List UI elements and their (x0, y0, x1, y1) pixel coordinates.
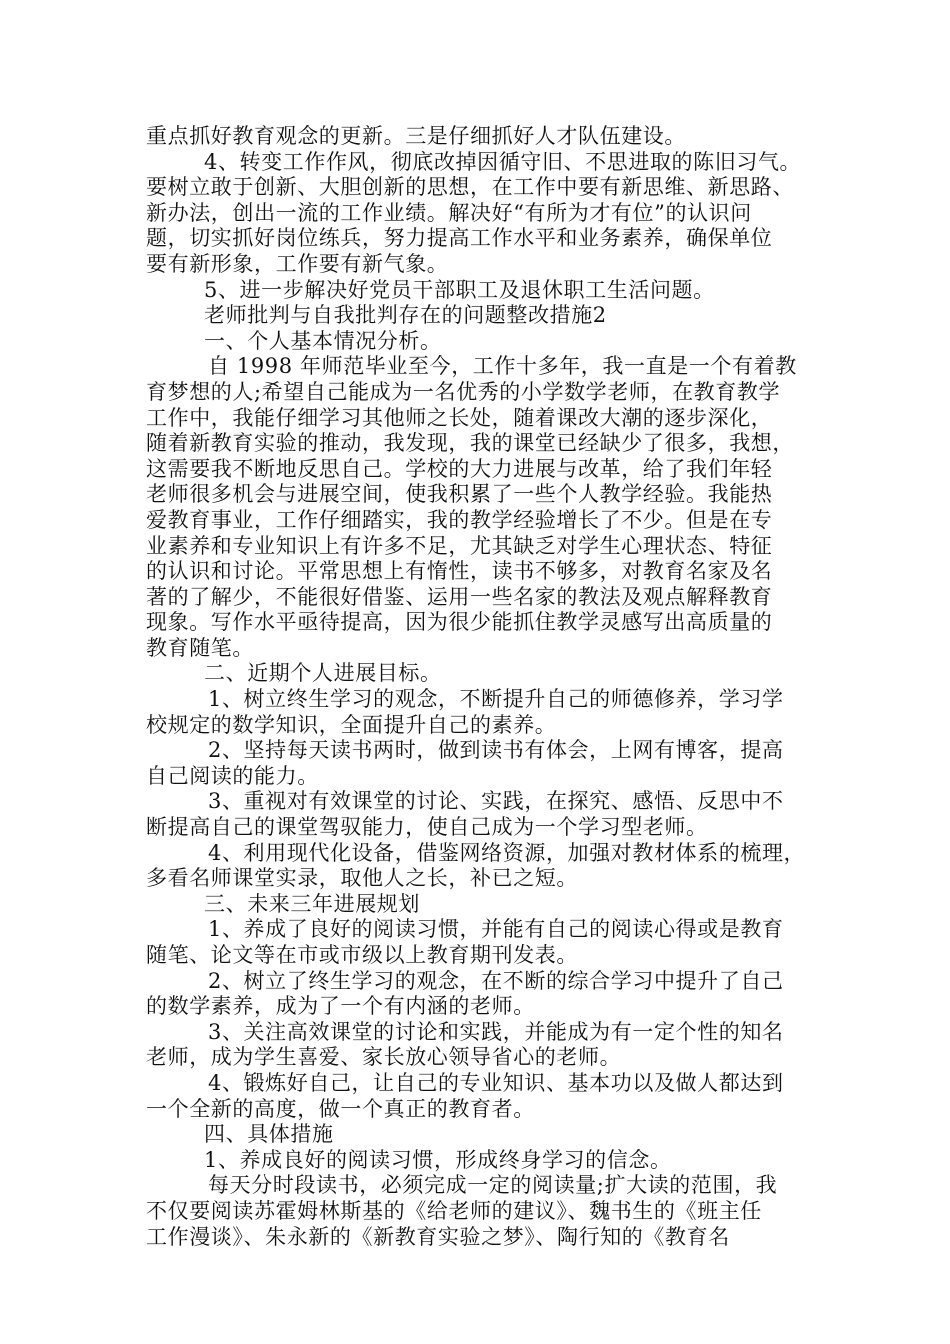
text-line: 5、进一步解决好党员干部职工及退休职工生活问题。 (204, 277, 715, 302)
text-line: 1、养成良好的阅读习惯，形成终身学习的信念。 (204, 1147, 672, 1172)
text-line: 爱教育事业，工作仔细踏实，我的教学经验增长了不少。但是在专 (146, 507, 773, 532)
text-line: 不仅要阅读苏霍姆林斯基的《给老师的建议》、魏书生的《班主任 (146, 1198, 762, 1223)
text-line: 的认识和讨论。平常思想上有惰性，读书不够多，对教育名家及名 (146, 559, 773, 584)
text-line: 自 1998 年师范毕业至今，工作十多年，我一直是一个有着教 (208, 354, 797, 379)
text-line: 4、锻炼好自己，让自己的专业知识、基本功以及做人都达到 (208, 1070, 784, 1095)
text-line: 随笔、论文等在市或市级以上教育期刊发表。 (146, 943, 578, 967)
text-line: 著的了解少，不能很好借鉴、运用一些名家的教法及观点解释教育 (146, 584, 773, 609)
text-line: 四、具体措施 (204, 1122, 334, 1147)
text-line: 二、近期个人进展目标。 (204, 661, 442, 686)
text-line: 工作中，我能仔细学习其他师之长处，随着课改大潮的逐步深化， (146, 405, 773, 430)
text-line: 三、未来三年进展规划 (204, 891, 420, 916)
text-line: 多看名师课堂实录，取他人之长，补已之短。 (146, 866, 578, 891)
text-line: 自己阅读的能力。 (146, 763, 319, 788)
text-line: 3、关注高效课堂的讨论和实践，并能成为有一定个性的知名 (208, 1019, 784, 1044)
text-line: 这需要我不断地反思自己。学校的大力进展与改革，给了我们年轻 (146, 456, 773, 481)
text-line: 工作漫谈》、朱永新的《新教育实验之梦》、陶行知的《教育名 (146, 1224, 730, 1249)
text-line: 育梦想的人;希望自己能成为一名优秀的小学数学老师，在教育教学 (146, 379, 781, 404)
text-line: 新办法，创出一流的工作业绩。解决好“有所为才有位”的认识问 (146, 200, 752, 225)
text-line: 一、个人基本情况分析。 (204, 328, 442, 353)
text-line: 要树立敢于创新、大胆创新的思想，在工作中要有新思维、新思路、 (146, 175, 794, 200)
text-line: 4、转变工作作风，彻底改掉因循守旧、不思进取的陈旧习气。 (204, 149, 802, 174)
text-line: 老师批判与自我批判存在的问题整改措施2 (204, 303, 607, 328)
document-page (146, 124, 810, 1250)
text-line: 业素养和专业知识上有许多不足，尤其缺乏对学生心理状态、特征 (146, 533, 773, 558)
text-line: 3、重视对有效课堂的讨论、实践，在探究、感悟、反思中不 (208, 789, 784, 814)
text-line: 教育随笔。 (146, 635, 254, 660)
text-line: 的数学素养，成为了一个有内涵的老师。 (146, 994, 535, 1019)
text-line: 断提高自己的课堂驾驭能力，使自己成为一个学习型老师。 (146, 815, 708, 840)
text-line: 1、养成了良好的阅读习惯，并能有自己的阅读心得或是教育 (208, 917, 784, 942)
text-line: 每天分时段读书，必须完成一定的阅读量;扩大读的范围，我 (208, 1173, 778, 1198)
text-line: 要有新形象，工作要有新气象。 (146, 251, 449, 276)
text-line: 2、坚持每天读书两时，做到读书有体会，上网有博客，提高 (208, 738, 784, 763)
text-line: 重点抓好教育观念的更新。三是仔细抓好人才队伍建设。 (146, 124, 686, 148)
text-line: 校规定的数学知识，全面提升自己的素养。 (146, 712, 557, 737)
text-line: 现象。写作水平亟待提高，因为很少能抓住教学灵感写出高质量的 (146, 610, 773, 635)
text-line: 2、树立了终生学习的观念，在不断的综合学习中提升了自己 (208, 968, 784, 993)
text-line: 随着新教育实验的推动，我发现，我的课堂已经缺少了很多，我想， (146, 431, 794, 456)
text-line: 老师，成为学生喜爱、家长放心领导省心的老师。 (146, 1045, 622, 1070)
text-line: 老师很多机会与进展空间，使我积累了一些个人教学经验。我能热 (146, 482, 773, 507)
text-line: 1、树立终生学习的观念，不断提升自己的师德修养，学习学 (208, 687, 784, 712)
text-line: 4、利用现代化设备，借鉴网络资源，加强对教材体系的梳理， (208, 840, 806, 865)
text-line: 一个全新的高度，做一个真正的教育者。 (146, 1096, 535, 1121)
text-line: 题，切实抓好岗位练兵，努力提高工作水平和业务素养，确保单位 (146, 226, 773, 251)
